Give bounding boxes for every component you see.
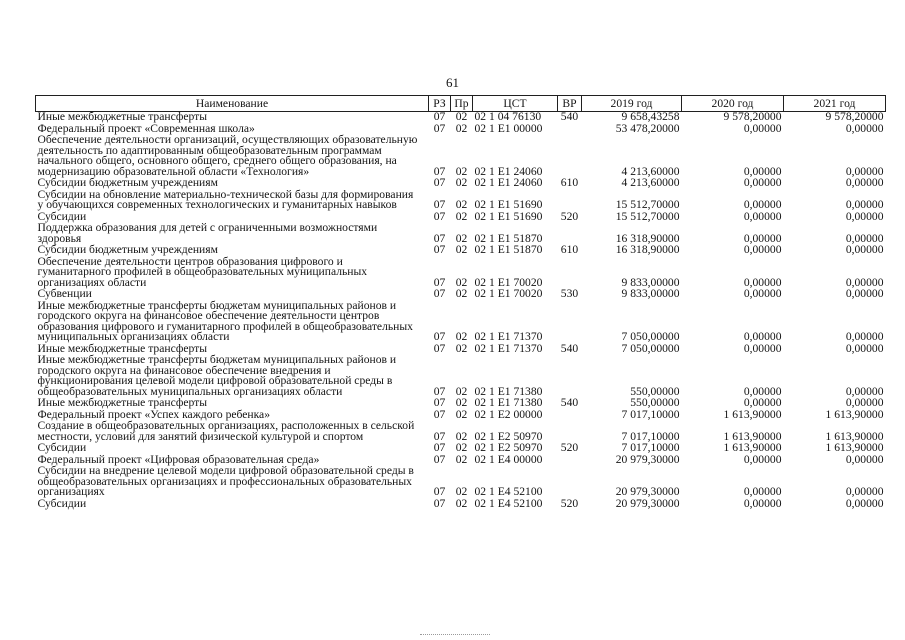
cell-rz: 07 <box>433 275 446 289</box>
cell-cst: 02 1 E1 70020 <box>474 275 543 289</box>
cell-pr: 02 <box>455 407 468 421</box>
cell-name: Федеральный проект «Цифровая образовательная среда» <box>37 452 320 466</box>
cell-pr: 02 <box>455 121 468 135</box>
cell-name: Федеральный проект «Современная школа» <box>37 121 255 135</box>
cell-2021: 1 613,90000 <box>825 441 884 454</box>
header-2021: 2021 год <box>784 96 886 112</box>
cell-pr: 02 <box>455 429 468 443</box>
cell-pr: 02 <box>455 384 468 398</box>
cell-2020: 0,00000 <box>743 396 782 409</box>
cell-name: Субсидии <box>37 441 87 454</box>
cell-cst: 02 1 E1 71380 <box>474 396 543 409</box>
cell-rz: 07 <box>433 496 446 510</box>
cell-2020: 0,00000 <box>743 384 782 398</box>
cell-vr: 540 <box>560 110 579 123</box>
cell-rz: 07 <box>433 396 446 409</box>
cell-pr: 02 <box>455 287 468 300</box>
cell-vr: 520 <box>560 496 579 510</box>
cell-2019: 9 833,00000 <box>621 287 680 300</box>
cell-2020: 0,00000 <box>743 452 782 466</box>
cell-cst: 02 1 E1 51690 <box>474 198 543 211</box>
cell-cst: 02 1 E4 52100 <box>474 496 543 510</box>
cell-vr <box>558 466 582 499</box>
cell-2020: 0,00000 <box>743 121 782 135</box>
cell-2020: 0,00000 <box>743 287 782 300</box>
cell-name: Субвенции <box>37 287 92 300</box>
cell-2019: 15 512,70000 <box>615 198 680 211</box>
cell-vr <box>558 223 582 245</box>
cell-cst: 02 1 E1 51870 <box>474 243 543 256</box>
cell-2020: 0,00000 <box>743 330 782 343</box>
cell-2019: 20 979,30000 <box>615 452 680 466</box>
cell-2021: 0,00000 <box>845 330 884 343</box>
cell-pr: 02 <box>455 231 468 245</box>
cell-pr: 02 <box>455 485 468 498</box>
cell-2021: 0,00000 <box>845 452 884 466</box>
cell-vr <box>558 190 582 212</box>
cell-vr <box>558 421 582 443</box>
cell-rz: 07 <box>433 341 446 355</box>
cell-vr: 610 <box>560 176 579 189</box>
cell-2021: 0,00000 <box>845 485 884 498</box>
cell-2021: 0,00000 <box>845 396 884 409</box>
cell-name: Иные межбюджетные трансферты <box>37 396 208 409</box>
cell-pr: 02 <box>455 496 468 510</box>
cell-2021: 0,00000 <box>845 198 884 211</box>
header-cst: ЦСТ <box>473 96 558 112</box>
table-row <box>36 223 886 245</box>
cell-2019: 16 318,90000 <box>615 231 680 245</box>
cell-2020: 0,00000 <box>743 243 782 256</box>
cell-name: Поддержка образования для детей с ограниченными возможностями здоровья <box>37 221 378 245</box>
cell-vr: 540 <box>560 341 579 355</box>
cell-name: Субсидии <box>37 209 87 223</box>
cell-2021: 9 578,20000 <box>825 110 884 123</box>
cell-cst: 02 1 E4 52100 <box>474 485 543 498</box>
cell-name: Обеспечение деятельности центров образования цифрового и гуманитарного профилей в общеобразовательных муниципальных организациях области <box>37 254 368 289</box>
cell-2019: 7 017,10000 <box>621 429 680 443</box>
cell-rz: 07 <box>433 231 446 245</box>
cell-2020: 0,00000 <box>743 485 782 498</box>
cell-2021: 0,00000 <box>845 275 884 289</box>
cell-name: Субсидии на обновление материально-технической базы для формирования у обучающихся современных технологических и гуманитарных навыков <box>37 187 414 211</box>
table-row <box>36 301 886 344</box>
cell-cst: 02 1 E1 51690 <box>474 209 543 223</box>
table-row <box>36 355 886 398</box>
cell-2019: 9 658,43258 <box>621 110 680 123</box>
cell-rz: 07 <box>433 429 446 443</box>
cell-cst: 02 1 E1 71380 <box>474 384 543 398</box>
cell-pr: 02 <box>455 330 468 343</box>
cell-rz: 07 <box>433 209 446 223</box>
cell-2021: 0,00000 <box>845 384 884 398</box>
cell-vr <box>558 455 582 467</box>
cell-2019: 20 979,30000 <box>615 496 680 510</box>
cell-2019: 20 979,30000 <box>615 485 680 498</box>
cell-2021: 0,00000 <box>845 287 884 300</box>
cell-rz: 07 <box>433 384 446 398</box>
cell-vr <box>558 355 582 398</box>
table-row <box>36 499 886 511</box>
cell-2020: 0,00000 <box>743 496 782 510</box>
cell-pr: 02 <box>455 275 468 289</box>
cell-rz: 07 <box>433 407 446 421</box>
cell-cst: 02 1 E1 51870 <box>474 231 543 245</box>
cell-name: Создание в общеобразовательных организациях, расположенных в сельской местности, условий для занятий физической культурой и спортом <box>37 419 415 443</box>
cell-2019: 4 213,60000 <box>621 164 680 178</box>
cell-2019: 550,00000 <box>630 396 680 409</box>
cell-2020: 0,00000 <box>743 341 782 355</box>
table-row <box>36 421 886 443</box>
cell-pr: 02 <box>455 176 468 189</box>
header-2020: 2020 год <box>682 96 784 112</box>
cell-2021: 1 613,90000 <box>825 429 884 443</box>
cell-2019: 53 478,20000 <box>615 121 680 135</box>
table-body <box>36 112 886 511</box>
cell-name: Иные межбюджетные трансферты <box>37 110 208 123</box>
cell-pr: 02 <box>455 341 468 355</box>
cell-vr <box>558 135 582 178</box>
table-row <box>36 257 886 290</box>
cell-vr: 520 <box>560 441 579 454</box>
cell-vr <box>558 257 582 290</box>
cell-name: Субсидии бюджетным учреждениям <box>37 243 218 256</box>
cell-2019: 550,00000 <box>630 384 680 398</box>
cell-cst: 02 1 E1 24060 <box>474 176 543 189</box>
cell-2021: 0,00000 <box>845 176 884 189</box>
cell-rz: 07 <box>433 176 446 189</box>
cell-2019: 16 318,90000 <box>615 243 680 256</box>
cell-cst: 02 1 E4 00000 <box>474 452 543 466</box>
cell-2021: 0,00000 <box>845 121 884 135</box>
header-2019: 2019 год <box>582 96 682 112</box>
cell-vr: 540 <box>560 396 579 409</box>
cell-pr: 02 <box>455 243 468 256</box>
cell-pr: 02 <box>455 198 468 211</box>
cell-rz: 07 <box>433 485 446 498</box>
cell-2020: 9 578,20000 <box>723 110 782 123</box>
cell-vr: 530 <box>560 287 579 300</box>
cell-vr: 520 <box>560 209 579 223</box>
cell-rz: 07 <box>433 330 446 343</box>
cell-vr <box>558 301 582 344</box>
cell-2021: 0,00000 <box>845 164 884 178</box>
cell-name: Федеральный проект «Успех каждого ребенка» <box>37 407 271 421</box>
cell-name: Субсидии бюджетным учреждениям <box>37 176 218 189</box>
cell-2021: 0,00000 <box>845 496 884 510</box>
cell-pr: 02 <box>455 164 468 178</box>
cell-2019: 9 833,00000 <box>621 275 680 289</box>
cell-2019: 7 050,00000 <box>621 330 680 343</box>
cell-pr: 02 <box>455 396 468 409</box>
cell-2021: 0,00000 <box>845 231 884 245</box>
cell-rz: 07 <box>433 243 446 256</box>
cell-cst: 02 1 E1 24060 <box>474 164 543 178</box>
cell-pr: 02 <box>455 209 468 223</box>
header-vr: ВР <box>558 96 582 112</box>
cell-2020: 0,00000 <box>743 209 782 223</box>
cell-name: Иные межбюджетные трансферты <box>37 341 208 355</box>
cell-cst: 02 1 04 76130 <box>474 110 542 123</box>
cell-pr: 02 <box>455 441 468 454</box>
cell-2020: 1 613,90000 <box>723 407 782 421</box>
cell-2019: 4 213,60000 <box>621 176 680 189</box>
cell-cst: 02 1 E2 50970 <box>474 429 543 443</box>
table-row <box>36 135 886 178</box>
cell-cst: 02 1 E1 70020 <box>474 287 543 300</box>
cell-rz: 07 <box>433 164 446 178</box>
page-number: 61 <box>446 75 459 90</box>
cell-2020: 0,00000 <box>743 176 782 189</box>
cell-rz: 07 <box>433 287 446 300</box>
cell-2019: 7 017,10000 <box>621 407 680 421</box>
cell-cst: 02 1 E2 50970 <box>474 441 543 454</box>
cell-2021: 0,00000 <box>845 243 884 256</box>
cell-cst: 02 1 E1 71370 <box>474 341 543 355</box>
cell-name: Иные межбюджетные трансферты бюджетам муниципальных районов и городского округа на финансовое обеспечение деятельности центров образования цифрового и гуманитарного профилей в общеобразовательных муниципальных организациях области <box>37 298 413 343</box>
cell-pr: 02 <box>455 452 468 466</box>
cell-rz: 07 <box>433 441 446 454</box>
cell-2020: 0,00000 <box>743 231 782 245</box>
cell-vr: 610 <box>560 243 579 256</box>
cell-name: Субсидии на внедрение целевой модели цифровой образовательной среды в общеобразовательных организациях и профессиональных образовательных организациях <box>37 464 414 498</box>
cell-pr: 02 <box>455 110 468 123</box>
cell-2020: 1 613,90000 <box>723 441 782 454</box>
table-row <box>36 466 886 499</box>
cell-2021: 0,00000 <box>845 341 884 355</box>
table-row <box>36 190 886 212</box>
cell-name: Субсидии <box>37 496 87 510</box>
cell-2019: 7 017,10000 <box>621 441 680 454</box>
cell-2021: 0,00000 <box>845 209 884 223</box>
cell-2021: 1 613,90000 <box>825 407 884 421</box>
budget-table <box>35 95 886 510</box>
footer-mark <box>420 634 490 637</box>
cell-cst: 02 1 E1 00000 <box>474 121 543 135</box>
cell-cst: 02 1 E2 00000 <box>474 407 543 421</box>
cell-2020: 0,00000 <box>743 198 782 211</box>
cell-rz: 07 <box>433 452 446 466</box>
cell-2020: 0,00000 <box>743 164 782 178</box>
cell-vr <box>558 124 582 136</box>
header-pr: Пр <box>451 96 473 112</box>
cell-vr <box>558 410 582 422</box>
cell-2020: 0,00000 <box>743 275 782 289</box>
cell-rz: 07 <box>433 198 446 211</box>
cell-2019: 15 512,70000 <box>615 209 680 223</box>
cell-rz: 07 <box>433 110 446 123</box>
cell-name: Иные межбюджетные трансферты бюджетам муниципальных районов и городского округа на финансовое обеспечение внедрения и функционирования целевой модели цифровой образовательной среды в общеобразовательных муниципальных организациях области <box>37 353 397 398</box>
cell-name: Обеспечение деятельности организаций, осуществляющих образовательную деятельность по адаптированным общеобразовательным программам начального общего, основного общего, среднего общего образования, на модернизацию образовательной области «Технология» <box>37 133 418 178</box>
cell-2020: 1 613,90000 <box>723 429 782 443</box>
cell-cst: 02 1 E1 71370 <box>474 330 543 343</box>
header-rz: РЗ <box>429 96 451 112</box>
header-name: Наименование <box>36 96 429 112</box>
cell-2019: 7 050,00000 <box>621 341 680 355</box>
cell-rz: 07 <box>433 121 446 135</box>
